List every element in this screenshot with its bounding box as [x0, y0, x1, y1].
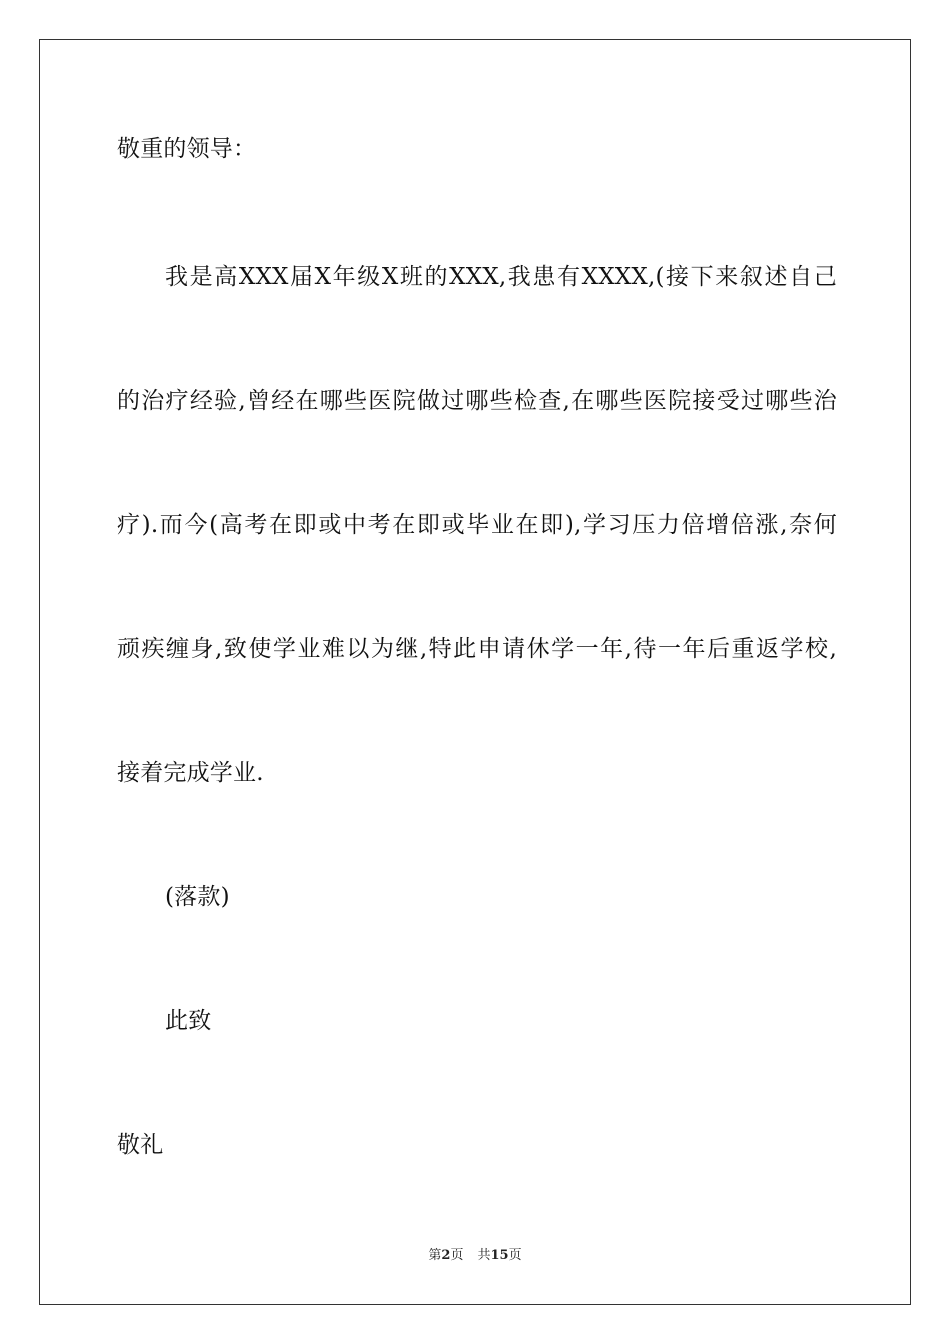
body-line-2: 的治疗经验,曾经在哪些医院做过哪些检查,在哪些医院接受过哪些治	[117, 388, 837, 414]
footer-total-suffix: 页	[508, 1248, 522, 1263]
page-footer	[0, 1247, 950, 1265]
body-line-4: 顽疾缠身,致使学业难以为继,特此申请休学一年,待一年后重返学校,	[117, 636, 837, 662]
closing-ci-zhi: 此致	[165, 1008, 212, 1034]
footer-page-current: 2	[441, 1248, 451, 1263]
signature-placeholder: (落款)	[165, 884, 230, 910]
footer-page-total: 15	[490, 1248, 509, 1263]
page-frame	[39, 39, 911, 1305]
body-line-5: 接着完成学业.	[117, 760, 264, 786]
footer-total-prefix: 共	[477, 1248, 491, 1263]
closing-jing-li: 敬礼	[117, 1132, 164, 1158]
body-line-1: 我是高XXX届X年级X班的XXX,我患有XXXX,(接下来叙述自己	[165, 264, 837, 290]
footer-page-suffix: 页	[450, 1248, 464, 1263]
footer-page-prefix: 第	[428, 1248, 442, 1263]
salutation: 敬重的领导：	[117, 136, 257, 162]
body-line-3: 疗).而今(高考在即或中考在即或毕业在即),学习压力倍增倍涨,奈何	[117, 512, 837, 538]
